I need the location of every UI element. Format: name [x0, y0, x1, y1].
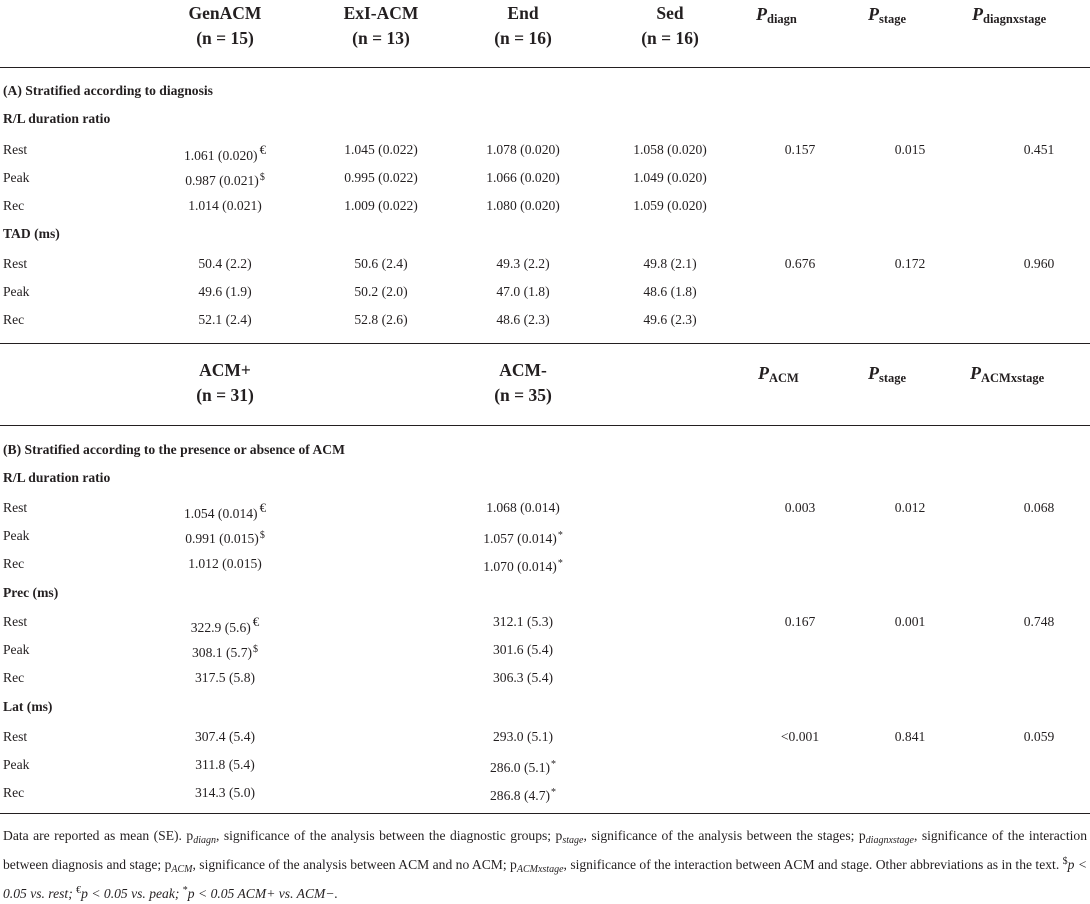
stage-label: Rec	[3, 670, 25, 685]
cell-value: 1.070 (0.014)*	[483, 558, 563, 574]
p-value: 0.015	[894, 142, 926, 157]
cell-value: 47.0 (1.8)	[496, 284, 550, 299]
column-header-end	[494, 1, 552, 51]
cell-value: 312.1 (5.3)	[492, 614, 554, 629]
p-subscript: ACM	[769, 371, 799, 385]
p-value: 0.676	[784, 256, 816, 271]
cell-value: 48.6 (1.8)	[643, 284, 697, 299]
rest-significance-mark: $	[253, 644, 259, 655]
p-acm-header	[758, 362, 799, 389]
cell-value: 306.3 (5.4)	[492, 670, 554, 685]
p-letter: P	[868, 4, 879, 24]
stage-label: Rest	[3, 500, 28, 515]
p-letter: P	[758, 363, 769, 383]
group-label-rl-ratio-b: R/L duration ratio	[3, 470, 111, 485]
rule-section-divider	[0, 343, 1090, 344]
p-value: 0.001	[894, 614, 926, 629]
cell-value: 1.078 (0.020)	[486, 142, 560, 157]
cell-value: 1.014 (0.021)	[188, 198, 262, 213]
p-subscript: stage	[879, 371, 907, 385]
cell-value: 322.9 (5.6) €	[190, 614, 260, 635]
cell-value: 1.009 (0.022)	[344, 198, 418, 213]
p-stage-header	[868, 362, 906, 389]
acm-significance-mark: *	[551, 759, 557, 770]
cell-value: 1.059 (0.020)	[633, 198, 707, 213]
column-name: End	[507, 3, 539, 23]
p-letter: P	[970, 363, 981, 383]
p-value: 0.012	[894, 500, 926, 515]
column-n: (n = 15)	[196, 28, 254, 48]
p-value: 0.068	[1023, 500, 1055, 515]
column-n: (n = 13)	[352, 28, 410, 48]
stage-label: Peak	[3, 757, 30, 772]
stage-label: Rest	[3, 142, 28, 157]
stage-label: Peak	[3, 284, 30, 299]
cell-value: 286.0 (5.1)*	[489, 759, 557, 775]
cell-value: 0.991 (0.015)$	[185, 530, 265, 546]
group-label-lat: Lat (ms)	[3, 699, 53, 714]
p-diagn-header	[756, 3, 797, 30]
stage-label: Rec	[3, 785, 25, 800]
p-subscript: stage	[879, 12, 907, 26]
p-stage-header	[868, 3, 906, 30]
cell-value: 317.5 (5.8)	[194, 670, 256, 685]
p-value: 0.059	[1023, 729, 1055, 744]
p-letter: P	[868, 363, 879, 383]
p-value: 0.451	[1023, 142, 1055, 157]
column-header-exi-acm	[344, 1, 419, 51]
cell-value: 301.6 (5.4)	[492, 642, 554, 657]
p-value: 0.841	[894, 729, 926, 744]
column-header-acm-plus	[196, 358, 254, 408]
column-name: ACM+	[199, 360, 251, 380]
table-footnote: Data are reported as mean (SE). $p_{diagn}$, significance of the analysis between the diagnostic groups; $p_{stage}$, significance of the analysis between the stages; $p_{diagnxstage}$, significance of the interaction between diagnosis and stage; $p_{ACM}$, significance of the analysis between ACM and no ACM; $p_{ACMxstage}$, significance of the interaction between ACM and stage. Other abbreviations as in the text. $p < 0.05 vs. rest; €p < 0.05 vs. peak; *p < 0.05 ACM+ vs. ACM−.	[3, 828, 1087, 901]
p-subscript: diagn	[767, 12, 797, 26]
cell-value: 50.6 (2.4)	[354, 256, 408, 271]
p-diagnxstage-header	[972, 3, 1046, 30]
stage-label: Peak	[3, 528, 30, 543]
cell-value: 50.4 (2.2)	[198, 256, 252, 271]
p-value: <0.001	[780, 729, 820, 744]
stage-label: Peak	[3, 642, 30, 657]
column-name: GenACM	[188, 3, 262, 23]
p-letter: P	[756, 4, 767, 24]
cell-value: 0.987 (0.021)$	[185, 172, 265, 188]
group-label-rl-ratio-a: R/L duration ratio	[3, 111, 111, 126]
cell-value: 1.054 (0.014) €	[183, 500, 267, 521]
p-value: 0.003	[784, 500, 816, 515]
cell-value: 293.0 (5.1)	[492, 729, 554, 744]
p-value: 0.172	[894, 256, 926, 271]
cell-value: 52.1 (2.4)	[198, 312, 252, 327]
column-n: (n = 35)	[494, 385, 552, 405]
stage-label: Rec	[3, 312, 25, 327]
cell-value: 1.045 (0.022)	[344, 142, 418, 157]
column-n: (n = 31)	[196, 385, 254, 405]
cell-value: 308.1 (5.7)$	[191, 644, 259, 660]
cell-value: 49.6 (1.9)	[198, 284, 252, 299]
column-header-genacm	[189, 1, 262, 51]
cell-value: 1.061 (0.020) €	[183, 142, 267, 163]
peak-significance-mark: €	[259, 500, 267, 515]
p-value: 0.960	[1023, 256, 1055, 271]
p-value: 0.748	[1023, 614, 1055, 629]
stage-label: Rest	[3, 729, 28, 744]
cell-value: 1.058 (0.020)	[633, 142, 707, 157]
cell-value: 1.049 (0.020)	[633, 170, 707, 185]
cell-value: 48.6 (2.3)	[496, 312, 550, 327]
cell-value: 1.066 (0.020)	[486, 170, 560, 185]
cell-value: 49.8 (2.1)	[643, 256, 697, 271]
column-n: (n = 16)	[641, 28, 699, 48]
column-header-acm-minus	[494, 358, 552, 408]
p-subscript: ACMxstage	[981, 371, 1045, 385]
cell-value: 0.995 (0.022)	[344, 170, 418, 185]
stage-label: Rec	[3, 556, 25, 571]
peak-significance-mark: €	[259, 142, 267, 157]
rest-significance-mark: $	[259, 172, 265, 183]
rule-table-bottom	[0, 813, 1090, 814]
acm-significance-mark: *	[551, 787, 557, 798]
cell-value: 314.3 (5.0)	[194, 785, 256, 800]
cell-value: 1.012 (0.015)	[188, 556, 262, 571]
cell-value: 307.4 (5.4)	[194, 729, 256, 744]
cell-value: 52.8 (2.6)	[354, 312, 408, 327]
stage-label: Rest	[3, 256, 28, 271]
cell-value: 311.8 (5.4)	[195, 757, 255, 772]
p-value: 0.167	[784, 614, 816, 629]
group-label-tad: TAD (ms)	[3, 226, 60, 241]
section-title-b: (B) Stratified according to the presence or absence of ACM	[3, 442, 345, 457]
group-label-prec: Prec (ms)	[3, 585, 59, 600]
column-name: Sed	[656, 3, 684, 23]
stage-label: Rec	[3, 198, 25, 213]
rule-header-a	[0, 67, 1090, 68]
p-letter: P	[972, 4, 983, 24]
column-header-sed	[641, 1, 699, 51]
column-name: ACM-	[499, 360, 547, 380]
cell-value: 1.068 (0.014)	[486, 500, 560, 515]
column-n: (n = 16)	[494, 28, 552, 48]
cell-value: 1.057 (0.014)*	[483, 530, 563, 546]
rule-header-b	[0, 425, 1090, 426]
peak-significance-mark: €	[252, 614, 260, 629]
p-value: 0.157	[784, 142, 816, 157]
acm-significance-mark: *	[557, 558, 563, 569]
cell-value: 286.8 (4.7)*	[489, 787, 557, 803]
rest-significance-mark: $	[259, 530, 265, 541]
stage-label: Peak	[3, 170, 30, 185]
acm-significance-mark: *	[557, 530, 563, 541]
column-name: ExI-ACM	[343, 3, 419, 23]
cell-value: 49.6 (2.3)	[643, 312, 697, 327]
cell-value: 49.3 (2.2)	[496, 256, 550, 271]
cell-value: 50.2 (2.0)	[354, 284, 408, 299]
p-subscript: diagnxstage	[983, 12, 1047, 26]
section-title-a: (A) Stratified according to diagnosis	[3, 83, 213, 98]
stage-label: Rest	[3, 614, 28, 629]
p-acmxstage-header	[970, 362, 1044, 389]
cell-value: 1.080 (0.020)	[486, 198, 560, 213]
